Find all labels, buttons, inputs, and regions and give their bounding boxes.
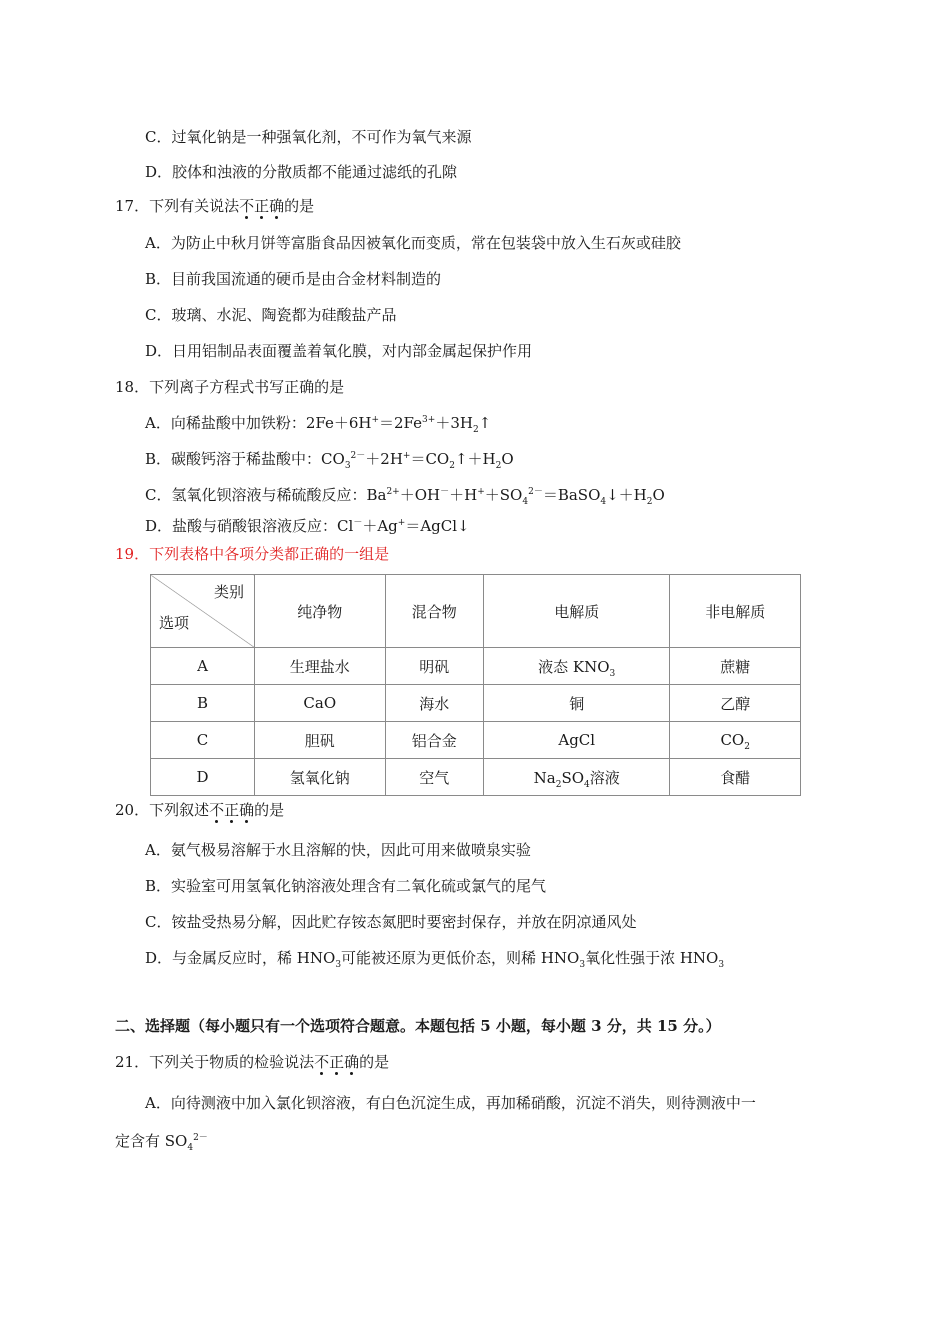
- column-header: 电解质: [484, 575, 670, 648]
- emphasis-char: 不: [314, 1053, 330, 1071]
- q18-stem: 18．下列离子方程式书写正确的是: [115, 378, 345, 396]
- header-option-label: 选项: [159, 614, 190, 632]
- table-cell: AgCl: [484, 722, 670, 759]
- table-cell: 铝合金: [385, 722, 483, 759]
- q20-stem: 20．下列叙述不正确的是: [115, 801, 285, 819]
- emphasis-char: 确: [344, 1053, 360, 1071]
- column-header: 非电解质: [670, 575, 801, 648]
- row-label: B: [151, 685, 255, 722]
- q18-option-a: A．向稀盐酸中加铁粉：$2Fe+6H^+=2Fe^{3+}+3H_2↑$: [145, 414, 492, 435]
- q20-option-d: D．与金属反应时，稀 $HNO_3$可能被还原为更低价态，则稀 $HNO_3$氧化性强于浓 $HNO_3$: [145, 949, 725, 970]
- q21-stem: 21．下列关于物质的检验说法不正确的是: [115, 1053, 390, 1071]
- q21-option-a-line2: 定含有 $SO_4^{2-}$: [115, 1132, 208, 1153]
- row-label: D: [151, 759, 255, 796]
- emphasis-char: 正: [329, 1053, 345, 1071]
- table-cell: 蔗糖: [670, 648, 801, 685]
- diagonal-header-cell: [151, 575, 255, 648]
- row-label: C: [151, 722, 255, 759]
- table-header-row: [151, 575, 801, 648]
- q18-option-d: D．盐酸与硝酸银溶液反应：Cl－＋Ag+＝AgCl↓: [145, 517, 470, 535]
- header-category-label: 类别: [213, 583, 244, 601]
- table-cell: 生理盐水: [255, 648, 386, 685]
- q16-option-c: C．过氧化钠是一种强氧化剂，不可作为氧气来源: [145, 128, 472, 146]
- emphasis-char: 确: [269, 197, 285, 215]
- table-row: [151, 759, 801, 796]
- q17-option-d: D．日用铝制品表面覆盖着氧化膜，对内部金属起保护作用: [145, 342, 533, 360]
- classification-table: [150, 574, 801, 796]
- q17-option-b: B．目前我国流通的硬币是由合金材料制造的: [145, 270, 442, 288]
- emphasis-char: 确: [239, 801, 255, 819]
- column-header: 纯净物: [255, 575, 386, 648]
- column-header: 混合物: [385, 575, 483, 648]
- table-cell: 液态 $KNO_3$: [484, 648, 670, 685]
- q21-option-a-line1: A．向待测液中加入氯化钡溶液，有白色沉淀生成，再加稀硝酸，沉淀不消失，则待测液中一: [145, 1094, 756, 1112]
- table-cell: 胆矾: [255, 722, 386, 759]
- table-cell: $Na_2SO_4$溶液: [484, 759, 670, 796]
- emphasis-char: 不: [239, 197, 255, 215]
- table-cell: CaO: [255, 685, 386, 722]
- table-row: [151, 685, 801, 722]
- table-cell: 海水: [385, 685, 483, 722]
- table-row: [151, 648, 801, 685]
- emphasis-char: 正: [254, 197, 270, 215]
- section-heading: 二、选择题（每小题只有一个选项符合题意。本题包括 5 小题，每小题 3 分，共 15 分。）: [115, 1017, 721, 1035]
- q20-option-b: B．实验室可用氢氧化钠溶液处理含有二氧化硫或氯气的尾气: [145, 877, 547, 895]
- q20-option-c: C．铵盐受热易分解，因此贮存铵态氮肥时要密封保存，并放在阴凉通风处: [145, 913, 637, 931]
- q17-option-c: C．玻璃、水泥、陶瓷都为硅酸盐产品: [145, 306, 397, 324]
- q18-option-b: B．碳酸钙溶于稀盐酸中：$CO_3^{2-}+2H^+=CO_2↑+H_2O$: [145, 450, 514, 471]
- table-cell: 食醋: [670, 759, 801, 796]
- q17-stem: [115, 196, 314, 216]
- table-row: [151, 722, 801, 759]
- q16-option-d: D．胶体和浊液的分散质都不能通过滤纸的孔隙: [145, 163, 458, 181]
- table-cell: 氢氧化钠: [255, 759, 386, 796]
- q17-suffix: 的是: [284, 197, 315, 215]
- q17-prefix: 17．下列有关说法: [115, 197, 240, 215]
- q20-option-a: A．氨气极易溶解于水且溶解的快，因此可用来做喷泉实验: [145, 841, 531, 859]
- q17-option-a: A．为防止中秋月饼等富脂食品因被氧化而变质，常在包装袋中放入生石灰或硅胶: [145, 234, 681, 252]
- emphasis-char: 正: [224, 801, 240, 819]
- table-cell: 铜: [484, 685, 670, 722]
- table-cell: 明矾: [385, 648, 483, 685]
- row-label: A: [151, 648, 255, 685]
- q19-stem: 19．下列表格中各项分类都正确的一组是: [115, 545, 390, 563]
- q18-option-c: C．氢氧化钡溶液与稀硫酸反应：$Ba^{2+}+OH^-+H^++SO_4^{2-}=BaSO_4↓+H_2O$: [145, 486, 665, 507]
- table-cell: 乙醇: [670, 685, 801, 722]
- emphasis-char: 不: [209, 801, 225, 819]
- table-cell: $CO_2$: [670, 722, 801, 759]
- table-cell: 空气: [385, 759, 483, 796]
